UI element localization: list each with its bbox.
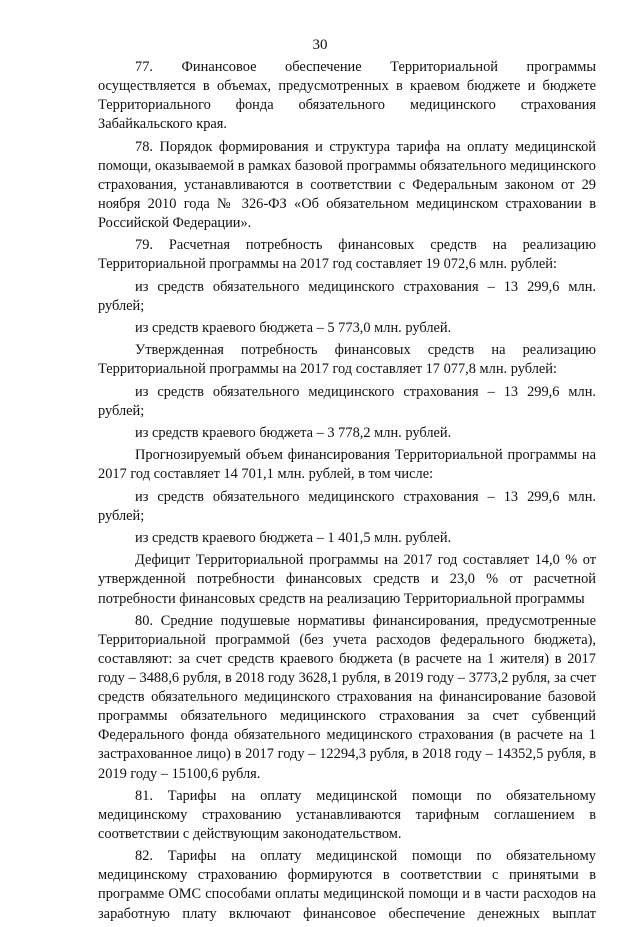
paragraph-deficit: Дефицит Территориальной программы на 2017 год составляет 14,0 % от утвержденной потребности финансовых средств и 23,0 % от расчетной потребности финансовых средств на реализацию Территориальной программы [98, 552, 596, 607]
paragraph-approved-need: Утвержденная потребность финансовых средств на реализацию Территориальной программы на 2017 год составляет 17 077,8 млн. рублей: [98, 342, 596, 378]
paragraph-82: 82. Тарифы на оплату медицинской помощи по обязательному медицинскому страхованию формируются в соответствии с принятыми в программе ОМС способами оплаты медицинской помощи и в части расходов на заработную плату включают финансовое обеспечение денежных выплат [98, 848, 596, 922]
paragraph-77: 77. Финансовое обеспечение Территориальной программы осуществляется в объемах, предусмотренных в краевом бюджете и бюджете Территориального фонда обязательного медицинского страхования Забайкальского края. [98, 59, 596, 133]
paragraph-approved-regional: из средств краевого бюджета – 3 778,2 млн. рублей. [135, 425, 452, 441]
document-body [98, 58, 596, 927]
paragraph-forecast: Прогнозируемый объем финансирования Территориальной программы на 2017 год составляет 14 701,1 млн. рублей, в том числе: [98, 447, 596, 483]
paragraph-79: 79. Расчетная потребность финансовых средств на реализацию Территориальной программы на 2017 год составляет 19 072,6 млн. рублей: [98, 237, 596, 273]
paragraph-79-oms: из средств обязательного медицинского страхования – 13 299,6 млн. рублей; [98, 278, 596, 314]
paragraph-81: 81. Тарифы на оплату медицинской помощи по обязательному медицинскому страхованию устанавливаются тарифным соглашением в соответствии с действующим законодательством. [98, 787, 596, 842]
paragraph-forecast-regional: из средств краевого бюджета – 1 401,5 млн. рублей. [135, 530, 452, 547]
paragraph-forecast-oms: из средств обязательного медицинского страхования – 13 299,6 млн. рублей; [98, 488, 596, 524]
paragraph-79-regional: из средств краевого бюджета – 5 773,0 млн. рублей. [135, 319, 452, 336]
page-number: 30 [312, 37, 328, 53]
paragraph-80: 80. Средние подушевые нормативы финансирования, предусмотренные Территориальной программой (без учета расходов федерального бюджета), составляют: за счет средств краевого бюджета (в расчете на 1 жителя) в 2017 году – 3488,6 рубля, в 2018 году 3628,1 рубля, в 2019 году – 3773,2 рубля, за счет средств обязательного медицинского страхования на финансирование базовой программы обязательного медицинского страхования за счет субвенций Федерального фонда обязательного медицинского страхования (в расчете на 1 застрахованное лицо) в 2017 году – 12294,3 рубля, в 2018 году – 14352,5 рубля, в 2019 году – 15100,6 рубля. [98, 612, 596, 782]
paragraph-78: 78. Порядок формирования и структура тарифа на оплату медицинской помощи, оказываемой в рамках базовой программы обязательного медицинского страхования, устанавливаются в соответствии с Федеральным законом от 29 ноября 2010 года № 326-ФЗ «Об обязательном медицинском страховании в Российской Федерации». [98, 138, 596, 231]
paragraph-approved-oms: из средств обязательного медицинского страхования – 13 299,6 млн. рублей; [98, 383, 596, 419]
